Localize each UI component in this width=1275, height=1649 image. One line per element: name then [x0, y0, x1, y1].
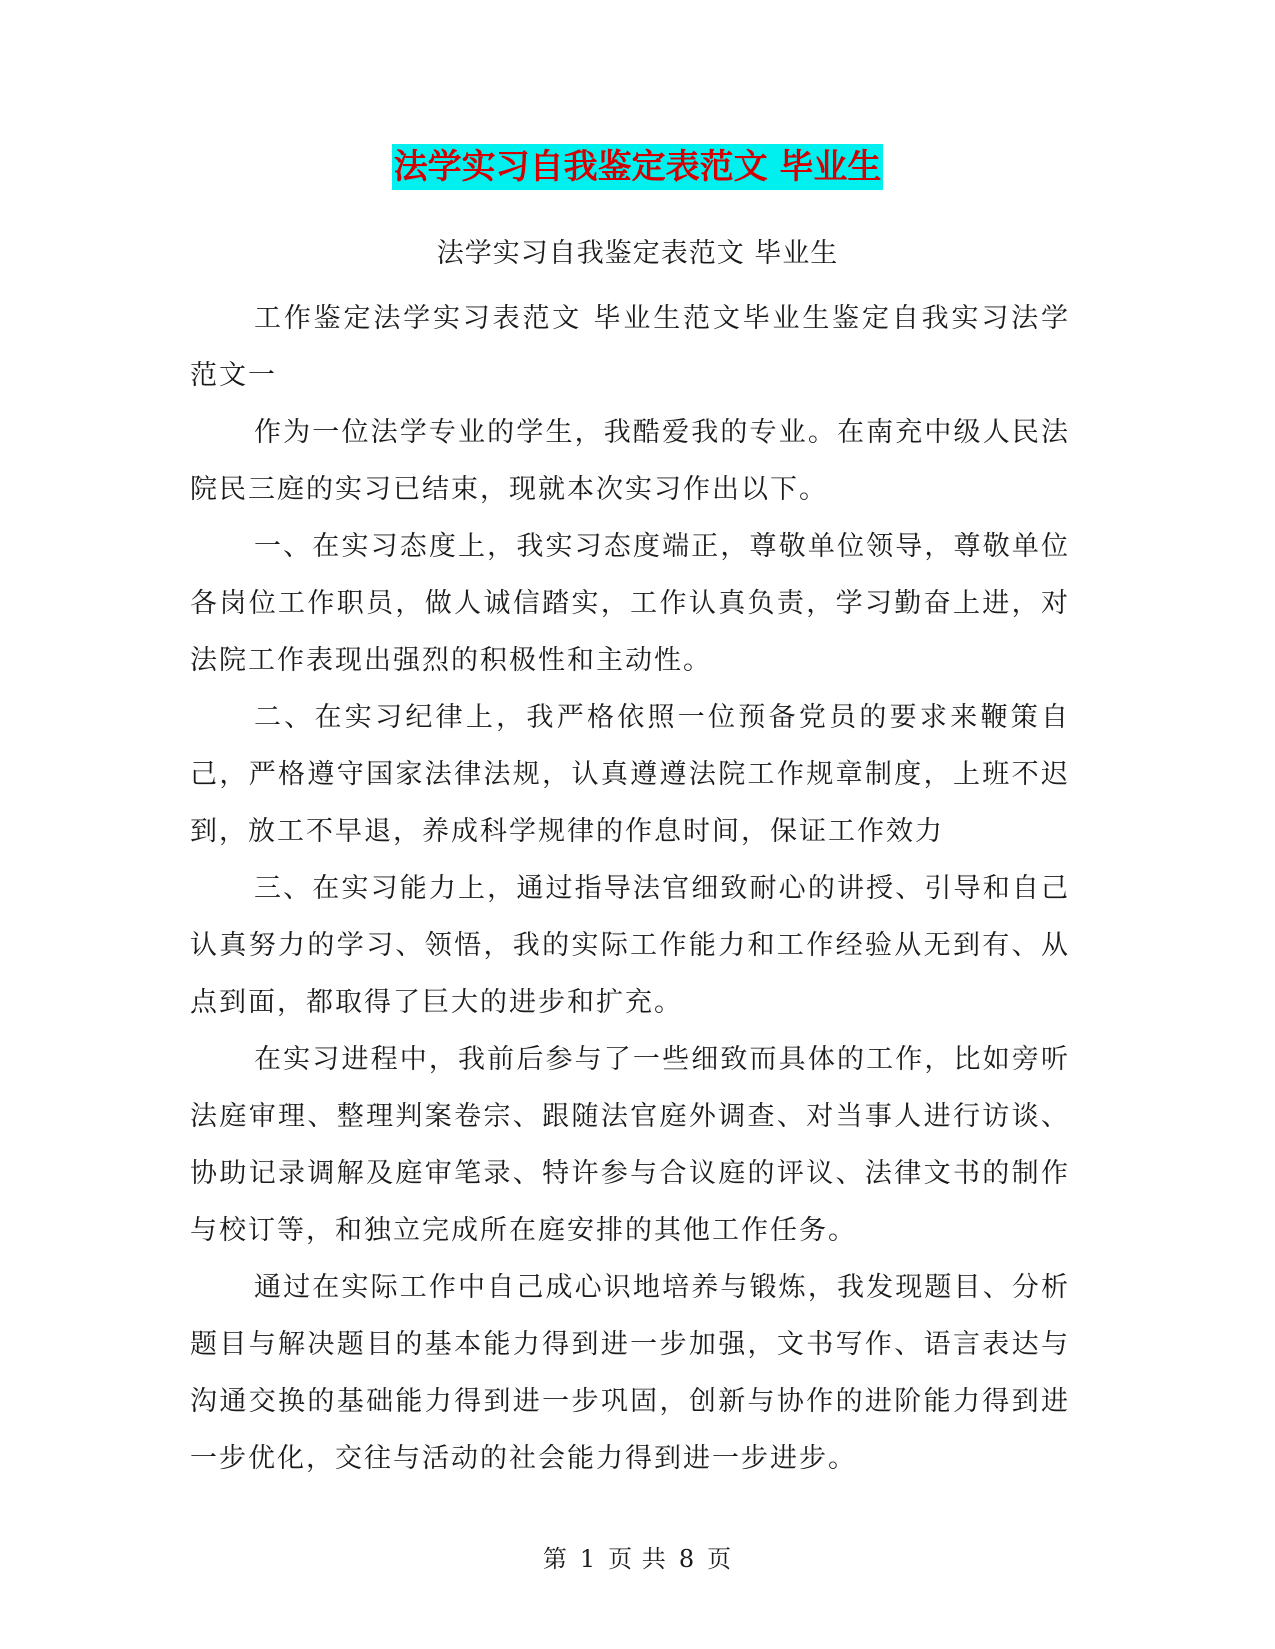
- paragraph: 二、在实习纪律上，我严格依照一位预备党员的要求来鞭策自己，严格遵守国家法律法规，认真遵遵法院工作规章制度，上班不迟到，放工不早退，养成科学规律的作息时间，保证工作效力: [190, 702, 1070, 847]
- paragraph: 在实习进程中，我前后参与了一些细致而具体的工作，比如旁听法庭审理、整理判案卷宗、跟随法官庭外调查、对当事人进行访谈、协助记录调解及庭审笔录、特许参与合议庭的评议、法律文书的制作与校订等，和独立完成所在庭安排的其他工作任务。: [190, 1044, 1070, 1246]
- footer-middle: 页 共: [608, 1545, 667, 1573]
- title-container: [0, 144, 1275, 190]
- paragraph: 通过在实际工作中自己成心识地培养与锻炼，我发现题目、分析题目与解决题目的基本能力得到进一步加强，文书写作、语言表达与沟通交换的基础能力得到进一步巩固，创新与协作的进阶能力得到进一步优化，交往与活动的社会能力得到进一步进步。: [190, 1272, 1070, 1474]
- paragraph: 工作鉴定法学实习表范文 毕业生范文毕业生鉴定自我实习法学范文一: [190, 303, 1070, 391]
- footer-total-pages: 8: [678, 1545, 696, 1573]
- page-footer: [0, 1541, 1275, 1577]
- paragraph: 作为一位法学专业的学生，我酷爱我的专业。在南充中级人民法院民三庭的实习已结束，现就本次实习作出以下。: [190, 417, 1070, 505]
- paragraph: 三、在实习能力上，通过指导法官细致耐心的讲授、引导和自己认真努力的学习、领悟，我的实际工作能力和工作经验从无到有、从点到面，都取得了巨大的进步和扩充。: [190, 873, 1070, 1018]
- paragraph: 一、在实习态度上，我实习态度端正，尊敬单位领导，尊敬单位各岗位工作职员，做人诚信踏实，工作认真负责，学习勤奋上进，对法院工作表现出强烈的积极性和主动性。: [190, 531, 1070, 676]
- document-title: 法学实习自我鉴定表范文 毕业生: [392, 144, 884, 190]
- footer-prefix: 第: [542, 1545, 568, 1573]
- footer-suffix: 页: [707, 1545, 733, 1573]
- document-subtitle: 法学实习自我鉴定表范文 毕业生: [436, 238, 839, 269]
- document-body: [190, 290, 1070, 1487]
- footer-current-page: 1: [579, 1545, 597, 1573]
